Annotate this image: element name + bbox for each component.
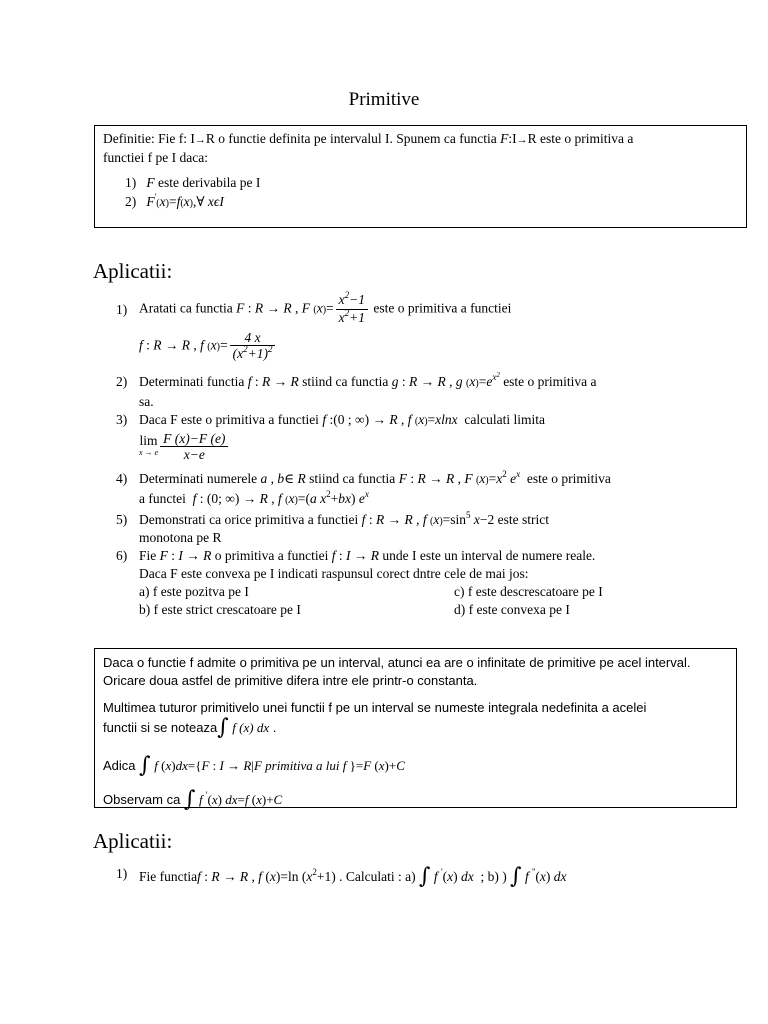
section-title-1: Aplicatii: [93, 259, 173, 283]
app-5-line1: Demonstrati ca orice primitiva a functiei f : R → R , f $(x)=\sin^5$ x−2 este strict [139, 510, 550, 527]
app-1-number: 1) [116, 302, 128, 317]
app-2-line2: sa. [139, 394, 154, 409]
app-1-line2: f : R → R , f (x)= $\frac{4 x}{(x^2+1)^2}$ [139, 330, 277, 363]
app-2-number: 2) [116, 374, 128, 389]
app-1-line1: Aratati ca functia F : R → R , F (x)= $\frac{x^2-1}{x^2+1}$ este o primitiva a functiei [139, 290, 512, 325]
app-4-line2: a functei f : (0; ∞) → R , f (x)=(a $x^2+bx$) $e^x$ [139, 489, 369, 506]
box2-paragraph-3: Adica ∫ f (x)dx={F : I → R|F primitiva a lui f }=F (x)+C [103, 753, 405, 778]
box2-paragraph-1: Daca o functie f admite o primitiva pe un interval, atunci ea are o infinitate de primitive pe acel interval. Oricare doua astfel de primitive difera intre ele printr-o constanta. [103, 655, 691, 688]
app-6-line1: Fie F : I → R o primitiva a functiei f : I → R unde I este un interval de numere reale. [139, 548, 596, 563]
app2-1-number: 1) [116, 866, 128, 881]
app-4-line1: Determinati numerele a , b∈ R stiind ca functia F : R → R , F $(x)=x^2$ $e^x$ este o primitiva [139, 469, 611, 486]
app2-1-line: Fie functiaf : R → R , f (x)=ln $(x^2+1)$ . Calculati : a) ∫ f '(x) dx ; b) ) ∫ f ''(x) dx [139, 864, 567, 889]
app-3-number: 3) [116, 412, 128, 427]
app-6-line2: Daca F este convexa pe I indicati raspunsul corect dntre cele de mai jos: [139, 566, 529, 581]
definition-item-1: 1) F este derivabila pe I [125, 175, 261, 190]
app-6-option-b: b) f este strict crescatoare pe I [139, 602, 301, 617]
box2-paragraph-4: Observam ca ∫ f '(x) dx=f (x)+C [103, 787, 283, 812]
app-5-line2: monotona pe R [139, 530, 222, 545]
app-6-option-a: a) f este pozitva pe I [139, 584, 249, 599]
definition-box [94, 125, 747, 228]
definition-item-2: 2) F'(x)=f(x),∀ xϵI [125, 192, 224, 209]
indefinite-integral-box [94, 648, 737, 812]
box2-paragraph-2: Multimea tuturor primitivelo unei functii f pe un interval se numeste integrala nedefinita a acelei functii si se noteaza∫ f (x) dx . [103, 700, 647, 740]
definition-text: Definitie: Fie f: I→R o functie definita pe intervalul I. Spunem ca functia F:I→R este o primitiva a functiei f pe I daca: [103, 131, 634, 165]
section-title-2: Aplicatii: [93, 829, 173, 853]
page-title: Primitive [348, 89, 420, 110]
app-5-number: 5) [116, 512, 128, 527]
app-4-number: 4) [116, 471, 128, 486]
app-6-option-d: d) f este convexa pe I [454, 602, 570, 617]
app-6-option-c: c) f este descrescatoare pe I [454, 584, 603, 599]
app-6-number: 6) [116, 548, 128, 563]
app-3-limit: lim x → e $\frac{F (x)-F (e)}{x-e}$ [139, 431, 230, 462]
app-2-line1: Determinati functia f : R → R stiind ca functia g : R → R , g $(x)=e^{x^2}$ este o primitiva a [139, 371, 597, 389]
app-3-line1: Daca F este o primitiva a functiei f :(0 ; ∞) → R , f (x)=xlnx calculati limita [139, 412, 545, 427]
